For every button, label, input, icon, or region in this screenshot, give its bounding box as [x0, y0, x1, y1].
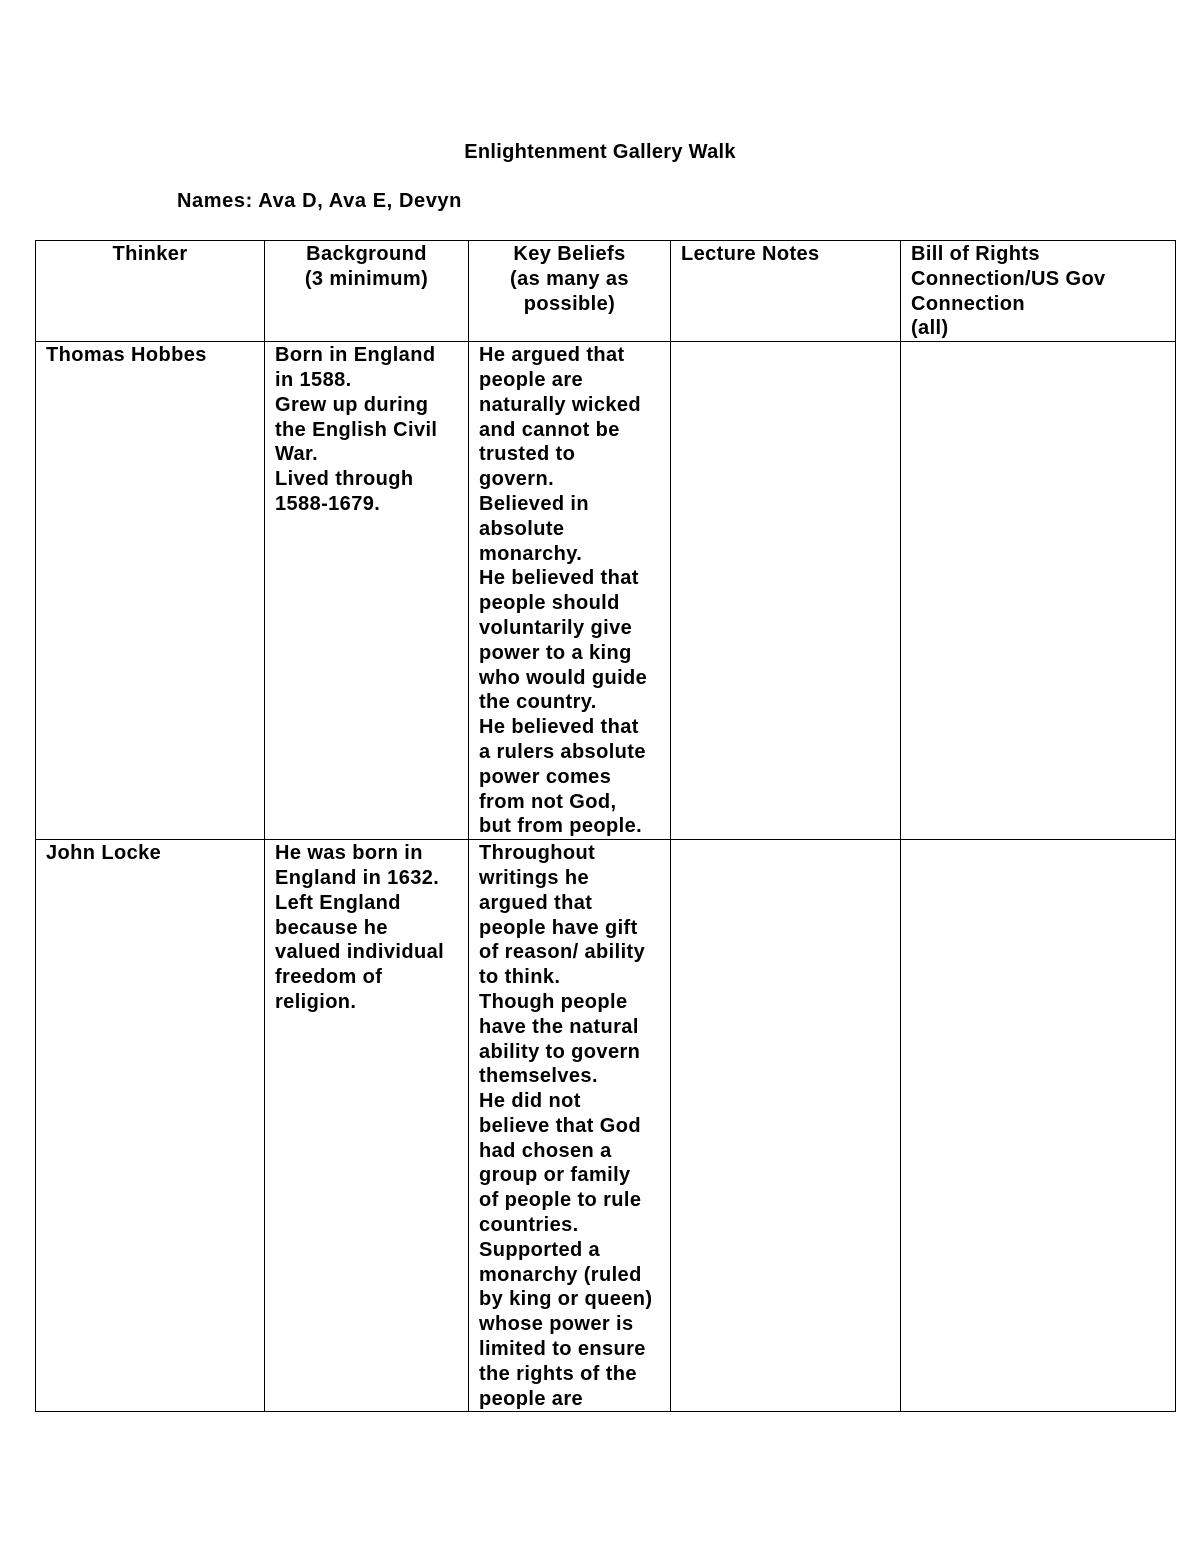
- table-header-row: [36, 241, 1176, 342]
- header-thinker: Thinker: [36, 241, 265, 342]
- thinker-cell: John Locke: [36, 840, 265, 1412]
- table-row: [36, 342, 1176, 840]
- background-cell: He was born in England in 1632. Left England because he valued individual freedom of religion.: [265, 840, 469, 1412]
- gallery-walk-table: [35, 240, 1176, 1412]
- table-row: [36, 840, 1176, 1412]
- header-lecture-notes: Lecture Notes: [671, 241, 901, 342]
- key-beliefs-cell: He argued that people are naturally wicked and cannot be trusted to govern. Believed in absolute monarchy. He believed that people should voluntarily give power to a king who would guide the country. He believed that a rulers absolute power comes from not God, but from people.: [469, 342, 671, 840]
- connection-cell[interactable]: [901, 840, 1176, 1412]
- thinker-cell: Thomas Hobbes: [36, 342, 265, 840]
- connection-cell[interactable]: [901, 342, 1176, 840]
- document-title: Enlightenment Gallery Walk: [464, 141, 736, 163]
- header-background: Background (3 minimum): [265, 241, 469, 342]
- lecture-notes-cell[interactable]: [671, 840, 901, 1412]
- header-connection: Bill of Rights Connection/US Gov Connection (all): [901, 241, 1176, 342]
- background-cell: Born in England in 1588. Grew up during the English Civil War. Lived through 1588-1679.: [265, 342, 469, 840]
- lecture-notes-cell[interactable]: [671, 342, 901, 840]
- header-key-beliefs: Key Beliefs (as many as possible): [469, 241, 671, 342]
- key-beliefs-cell: Throughout writings he argued that people have gift of reason/ ability to think. Though people have the natural ability to govern themselves. He did not believe that God had chosen a group or family of people to rule countries. Supported a monarchy (ruled by king or queen) whose power is limited to ensure the rights of the people are: [469, 840, 671, 1412]
- student-names: Names: Ava D, Ava E, Devyn: [177, 190, 462, 212]
